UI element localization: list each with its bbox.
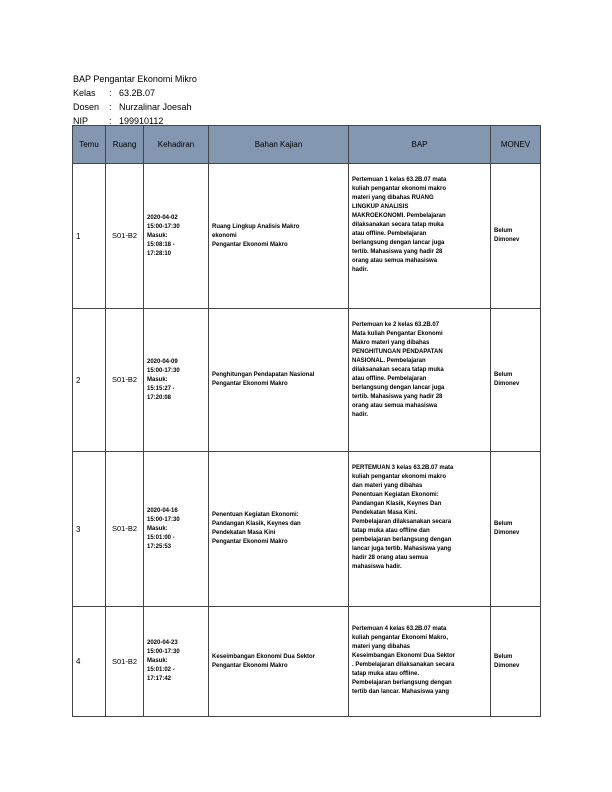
cell-line: atau offline. Pembelajaran	[352, 376, 427, 382]
nip-label: NIP	[73, 116, 89, 126]
kelas-separator: :	[109, 88, 112, 98]
column-header-kehadiran: Kehadiran	[144, 126, 209, 164]
cell-line: orang atau semua mahasiswa	[352, 403, 438, 409]
ruang-cell: S01-B2	[106, 309, 144, 452]
cell-line: Keseimbangan Ekonomi Dua Sektor	[352, 653, 456, 659]
monev-cell	[491, 309, 541, 452]
bap-cell	[349, 607, 491, 717]
cell-line: Belum	[494, 372, 513, 378]
bap-table	[72, 125, 541, 717]
cell-line: Pembelajaran dilaksanakan secara	[352, 519, 452, 525]
document-title: BAP Pengantar Ekonomi Mikro	[73, 74, 197, 84]
cell-line: Pertemuan 4 kelas 63.2B.07 mata	[352, 626, 447, 632]
cell-line: atau offline. Pembelajaran	[352, 231, 427, 237]
cell-line: lancar juga tertib. Mahasiswa yang	[352, 546, 452, 552]
cell-line: pembelajaran berlangsung dengan	[352, 537, 452, 543]
bap-cell	[349, 164, 491, 309]
cell-line: 2020-04-23	[147, 640, 178, 646]
cell-line: . Pembelajaran dilaksanakan secara	[352, 662, 455, 668]
table-header-row	[73, 126, 541, 164]
cell-line: Pengantar Ekonomi Makro	[212, 241, 288, 248]
ruang-cell: S01-B2	[106, 164, 144, 309]
cell-line: Pertemuan ke 2 kelas 63.2B.07	[352, 322, 440, 328]
bahan-kajian-cell	[209, 309, 349, 452]
cell-line: tatap muka atau offline dan	[352, 528, 430, 534]
cell-line: materi yang dibahas	[352, 644, 411, 650]
cell-line: 17:17:42	[147, 676, 172, 682]
nip-value: 199910112	[119, 116, 164, 126]
cell-line: 15:01:02 -	[147, 667, 175, 673]
cell-line: Dimonev	[494, 381, 520, 387]
cell-line: tertib dan lancar. Mahasiswa yang	[352, 689, 450, 695]
ruang-cell: S01-B2	[106, 452, 144, 607]
cell-line: PERTEMUAN 3 kelas 63.2B.07 mata	[352, 465, 454, 471]
kelas-value: 63.2B.07	[119, 88, 156, 98]
cell-line: tertib. Mahasiswa yang hadir 28	[352, 394, 443, 400]
bahan-kajian-cell	[209, 452, 349, 607]
cell-line: Masuk:	[147, 376, 168, 383]
table-row	[73, 607, 541, 717]
cell-line: Keseimbangan Ekonomi Dua Sektor	[212, 653, 316, 660]
monev-cell	[491, 164, 541, 309]
cell-line: 15:00-17:30	[147, 516, 180, 523]
cell-line: 15:00-17:30	[147, 223, 180, 230]
cell-line: Dimonev	[494, 662, 520, 669]
cell-line: kuliah pengantar ekonomi makro	[352, 186, 447, 192]
bap-cell	[349, 452, 491, 607]
cell-line: Masuk:	[147, 525, 168, 532]
cell-line: Pertemuan 1 kelas 63.2B.07 mata	[352, 177, 447, 183]
cell-line: 17:20:08	[147, 394, 172, 401]
cell-line: orang atau semua mahasiswa	[352, 258, 438, 264]
cell-line: Pengantar Ekonomi Makro	[212, 539, 288, 545]
cell-line: 17:25:53	[147, 543, 172, 550]
ruang-cell: S01-B2	[106, 607, 144, 717]
cell-line: Belum	[494, 521, 513, 527]
cell-line: Belum	[494, 228, 513, 234]
cell-line: Penentuan Kegiatan Ekonomi:	[352, 492, 439, 498]
kehadiran-cell	[144, 164, 209, 309]
kehadiran-cell	[144, 452, 209, 607]
monev-cell	[491, 607, 541, 717]
cell-line: MAKROEKONOMI. Pembelajaran	[352, 213, 446, 219]
cell-line: 15:15:27 -	[147, 385, 175, 392]
cell-line: ekonomi	[212, 232, 237, 239]
cell-line: hadir.	[352, 267, 369, 273]
kehadiran-cell	[144, 607, 209, 717]
header-row-kelas	[73, 86, 197, 100]
cell-line: 17:28:10	[147, 250, 172, 257]
kehadiran-cell	[144, 309, 209, 452]
cell-line: kuliah pengantar ekonomi makro	[352, 474, 447, 480]
cell-line: 15:00-17:30	[147, 367, 180, 374]
cell-line: Pembelajaran berlangsung dengan	[352, 680, 452, 686]
table-row	[73, 309, 541, 452]
cell-line: 15:08:18 -	[147, 241, 175, 248]
cell-line: dilaksanakan secara tatap muka	[352, 367, 444, 373]
bahan-kajian-cell	[209, 164, 349, 309]
temu-cell: 3	[73, 452, 106, 607]
cell-line: 2020-04-16	[147, 507, 178, 514]
document-header	[73, 72, 197, 128]
cell-line: Pengantar Ekonomi Makro	[212, 381, 288, 387]
dosen-value: Nurzalinar Joesah	[119, 102, 192, 112]
cell-line: hadir 28 orang atau semua	[352, 555, 429, 561]
temu-cell: 1	[73, 164, 106, 309]
cell-line: 2020-04-02	[147, 214, 178, 221]
cell-line: materi yang dibahas RUANG	[352, 195, 434, 201]
column-header-bahan-kajian: Bahan Kajian	[209, 126, 349, 164]
temu-cell: 4	[73, 607, 106, 717]
nip-separator: :	[109, 116, 112, 126]
cell-line: berlangsung dengan lancar juga	[352, 240, 445, 246]
cell-line: Pandangan Klasik, Keynes Dan	[352, 501, 442, 507]
cell-line: Dimonev	[494, 237, 520, 243]
cell-line: hadir.	[352, 412, 369, 418]
cell-line: Dimonev	[494, 530, 520, 536]
cell-line: LINGKUP ANALISIS	[352, 204, 409, 210]
kelas-label: Kelas	[73, 88, 96, 98]
cell-line: mahasiswa hadir.	[352, 564, 402, 570]
cell-line: Pandangan Klasik, Keynes dan	[212, 521, 301, 527]
cell-line: 15:00-17:30	[147, 649, 180, 655]
cell-line: tertib. Mahasiswa yang hadir 28	[352, 249, 443, 255]
cell-line: Pendekatan Masa Kini.	[352, 510, 418, 516]
cell-line: Makro materi yang dibahas	[352, 340, 430, 346]
cell-line: tatap muka atau offline.	[352, 671, 420, 677]
cell-line: Ruang Lingkup Analisis Makro	[212, 223, 300, 230]
header-row-dosen	[73, 100, 197, 114]
column-header-monev: MONEV	[491, 126, 541, 164]
cell-line: Penentuan Kegiatan Ekonomi:	[212, 512, 299, 518]
cell-line: Mata kuliah Pengantar Ekonomi	[352, 331, 443, 337]
column-header-bap: BAP	[349, 126, 491, 164]
cell-line: PENGHITUNGAN PENDAPATAN	[352, 349, 443, 355]
column-header-ruang: Ruang	[106, 126, 144, 164]
cell-line: 15:01:00 -	[147, 534, 175, 541]
bahan-kajian-cell	[209, 607, 349, 717]
cell-line: Masuk:	[147, 232, 168, 239]
cell-line: Penghitungan Pendapatan Nasional	[212, 372, 315, 378]
cell-line: dan materi yang dibahas	[352, 483, 423, 489]
bap-cell	[349, 309, 491, 452]
dosen-separator: :	[109, 102, 112, 112]
cell-line: Pendekatan Masa Kini	[212, 530, 276, 536]
cell-line: kuliah pengantar Ekonomi Makro,	[352, 635, 449, 641]
cell-line: berlangsung dengan lancar juga	[352, 385, 445, 391]
table-row	[73, 164, 541, 309]
table-row	[73, 452, 541, 607]
dosen-label: Dosen	[73, 102, 100, 112]
monev-cell	[491, 452, 541, 607]
temu-cell: 2	[73, 309, 106, 452]
cell-line: Masuk:	[147, 658, 168, 664]
cell-line: 2020-04-09	[147, 358, 178, 365]
column-header-temu: Temu	[73, 126, 106, 164]
cell-line: NASIONAL. Pembelajaran	[352, 358, 426, 364]
cell-line: dilaksanakan secara tatap muka	[352, 222, 444, 228]
cell-line: Belum	[494, 653, 513, 660]
cell-line: Pengantar Ekonomi Makro	[212, 662, 288, 669]
